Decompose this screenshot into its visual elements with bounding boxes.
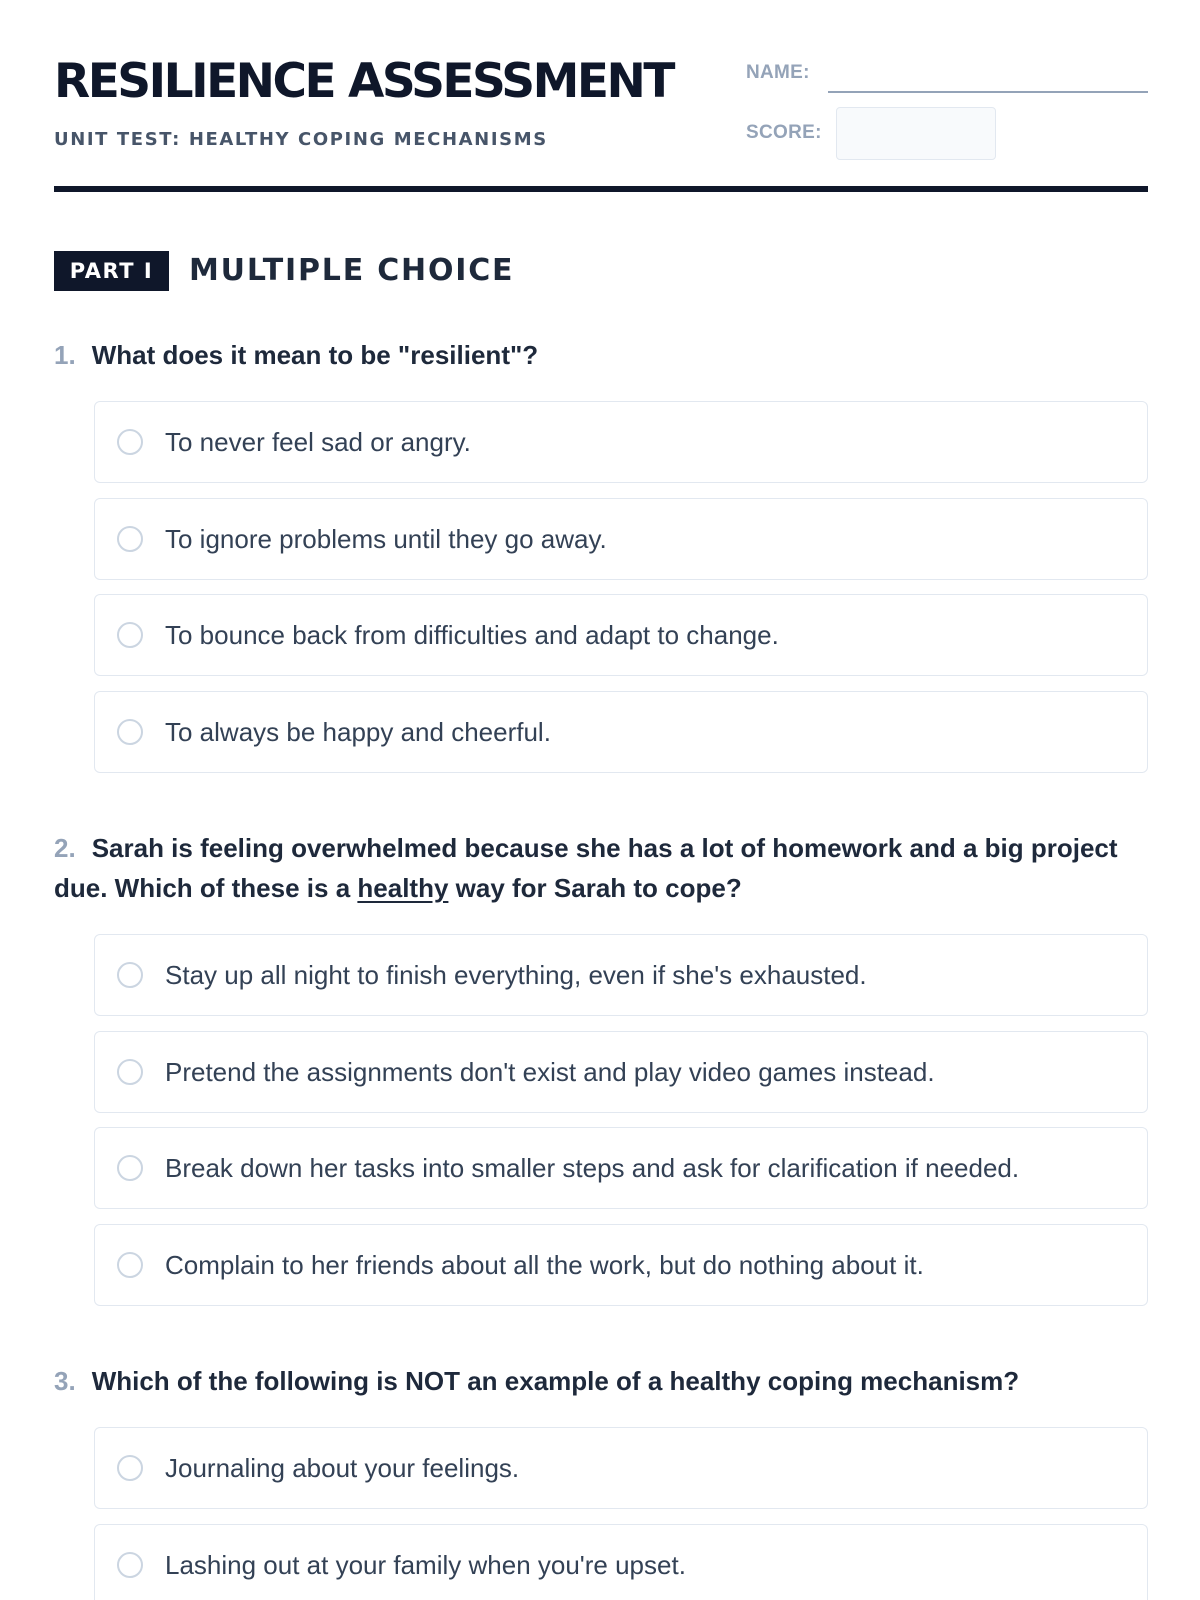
radio-button[interactable] [117, 962, 143, 988]
option-1c[interactable] [94, 594, 1148, 676]
option-label: To ignore problems until they go away. [165, 523, 607, 554]
section-title: MULTIPLE CHOICE [189, 253, 515, 288]
radio-button[interactable] [117, 622, 143, 648]
score-label: SCORE: [746, 122, 822, 143]
name-label: NAME: [746, 62, 810, 83]
question-number: 2. [54, 833, 76, 863]
name-field[interactable] [828, 91, 1148, 93]
option-label: To never feel sad or angry. [165, 426, 471, 457]
page-subtitle: UNIT TEST: HEALTHY COPING MECHANISMS [54, 129, 548, 150]
radio-button[interactable] [117, 1155, 143, 1181]
option-3a[interactable] [94, 1427, 1148, 1509]
option-label: Lashing out at your family when you're upset. [165, 1549, 686, 1580]
question-text: What does it mean to be "resilient"? [91, 340, 539, 370]
question-2 [54, 828, 1148, 908]
radio-button[interactable] [117, 719, 143, 745]
option-label: Complain to her friends about all the work, but do nothing about it. [165, 1249, 924, 1280]
option-1a[interactable] [94, 401, 1148, 483]
radio-button[interactable] [117, 1455, 143, 1481]
radio-button[interactable] [117, 1552, 143, 1578]
header-divider [54, 186, 1148, 192]
option-2d[interactable] [94, 1224, 1148, 1306]
option-1b[interactable] [94, 498, 1148, 580]
option-label: Break down her tasks into smaller steps and ask for clarification if needed. [165, 1152, 1020, 1183]
radio-button[interactable] [117, 1059, 143, 1085]
option-3b[interactable] [94, 1524, 1148, 1600]
page-title: RESILIENCE ASSESSMENT [54, 54, 673, 109]
option-label: Journaling about your feelings. [165, 1452, 520, 1483]
question-text: Which of the following is NOT an example of a healthy coping mechanism? [91, 1366, 1020, 1396]
part-badge: PART I [54, 251, 169, 291]
emphasized-word: healthy [357, 873, 449, 903]
question-text-end: way for Sarah to cope? [448, 873, 742, 903]
radio-button[interactable] [117, 429, 143, 455]
option-label: Pretend the assignments don't exist and play video games instead. [165, 1056, 935, 1087]
option-2c[interactable] [94, 1127, 1148, 1209]
option-2b[interactable] [94, 1031, 1148, 1113]
radio-button[interactable] [117, 1252, 143, 1278]
score-field[interactable] [836, 107, 996, 160]
option-label: Stay up all night to finish everything, even if she's exhausted. [165, 959, 867, 990]
option-label: To bounce back from difficulties and adapt to change. [165, 619, 779, 650]
question-3 [54, 1361, 1148, 1401]
radio-button[interactable] [117, 526, 143, 552]
option-label: To always be happy and cheerful. [165, 716, 551, 747]
question-number: 1. [54, 340, 76, 370]
question-1 [54, 335, 1148, 375]
option-2a[interactable] [94, 934, 1148, 1016]
question-number: 3. [54, 1366, 76, 1396]
option-1d[interactable] [94, 691, 1148, 773]
question-text: Sarah is feeling overwhelmed because she has a lot of homework and a big project due. Which of these is a [54, 833, 1118, 903]
